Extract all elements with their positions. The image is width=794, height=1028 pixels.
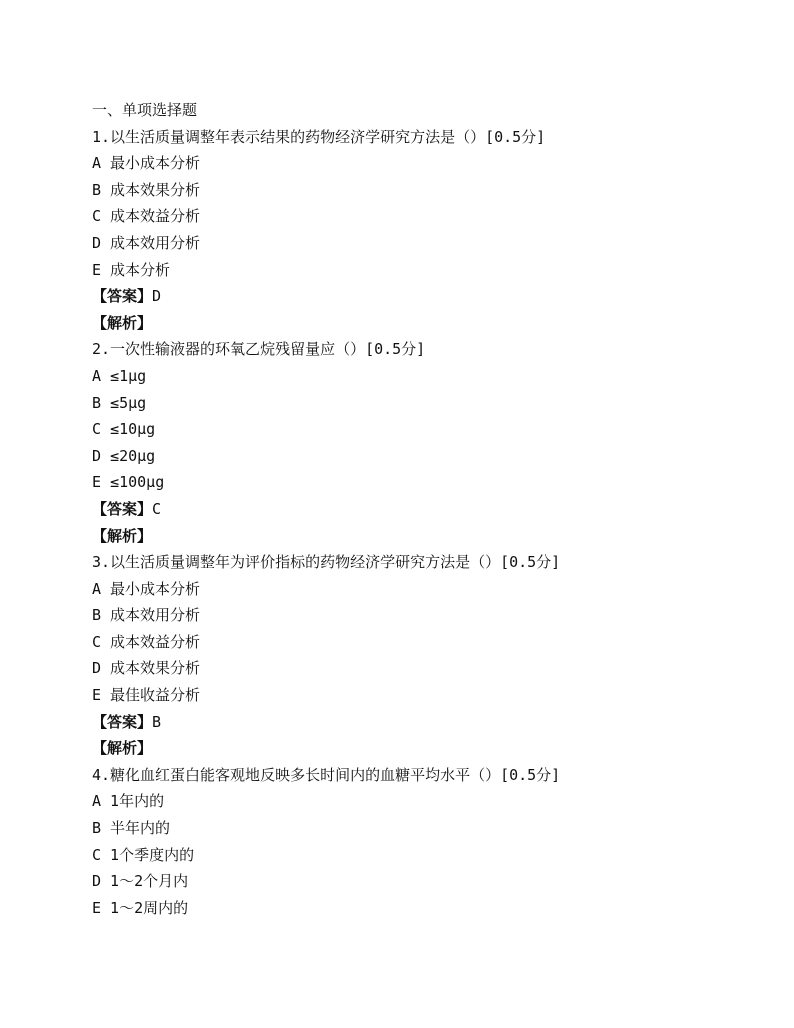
option-d: D 成本效用分析 bbox=[92, 233, 201, 252]
option-d: D 1～2个月内 bbox=[92, 872, 189, 891]
question-block bbox=[92, 336, 772, 549]
answer-line bbox=[92, 283, 772, 310]
option-d: D 成本效果分析 bbox=[92, 659, 201, 678]
option-c: C 成本效益分析 bbox=[92, 632, 201, 651]
option-e: E 成本分析 bbox=[92, 260, 171, 279]
answer-label: 【答案】 bbox=[92, 499, 153, 518]
section-title: 一、单项选择题 bbox=[92, 101, 198, 119]
question-stem: 1.以生活质量调整年表示结果的药物经济学研究方法是（）[0.5分] bbox=[92, 127, 546, 146]
answer-label: 【答案】 bbox=[92, 712, 153, 731]
option-c: C ≤10μg bbox=[92, 420, 156, 439]
question-block bbox=[92, 549, 772, 762]
option-a: A 1年内的 bbox=[92, 792, 165, 811]
option-b: B 半年内的 bbox=[92, 819, 171, 838]
answer-value: D bbox=[152, 287, 162, 306]
answer-value: C bbox=[152, 499, 162, 518]
answer-line bbox=[92, 496, 772, 523]
analysis-line bbox=[92, 523, 772, 550]
analysis-label: 【解析】 bbox=[92, 739, 153, 758]
option-a: A ≤1μg bbox=[92, 366, 147, 385]
option-c: C 1个季度内的 bbox=[92, 845, 195, 864]
answer-value: B bbox=[152, 712, 162, 731]
question-stem: 4.糖化血红蛋白能客观地反映多长时间内的血糖平均水平（）[0.5分] bbox=[92, 765, 561, 784]
question-block bbox=[92, 762, 772, 922]
option-c: C 成本效益分析 bbox=[92, 207, 201, 226]
question-stem: 2.一次性输液器的环氧乙烷残留量应（）[0.5分] bbox=[92, 340, 426, 359]
question-stem: 3.以生活质量调整年为评价指标的药物经济学研究方法是（）[0.5分] bbox=[92, 553, 561, 572]
answer-line bbox=[92, 709, 772, 736]
option-e: E 最佳收益分析 bbox=[92, 686, 201, 705]
option-a: A 最小成本分析 bbox=[92, 579, 201, 598]
answer-label: 【答案】 bbox=[92, 287, 153, 306]
document-page bbox=[92, 97, 772, 921]
option-e: E ≤100μg bbox=[92, 473, 165, 492]
analysis-line bbox=[92, 735, 772, 762]
option-d: D ≤20μg bbox=[92, 446, 156, 465]
analysis-label: 【解析】 bbox=[92, 526, 153, 545]
option-b: B ≤5μg bbox=[92, 393, 147, 412]
option-a: A 最小成本分析 bbox=[92, 154, 201, 173]
analysis-label: 【解析】 bbox=[92, 313, 153, 332]
option-b: B 成本效用分析 bbox=[92, 606, 201, 625]
option-e: E 1～2周内的 bbox=[92, 898, 189, 917]
option-b: B 成本效果分析 bbox=[92, 180, 201, 199]
question-block bbox=[92, 124, 772, 337]
analysis-line bbox=[92, 310, 772, 337]
